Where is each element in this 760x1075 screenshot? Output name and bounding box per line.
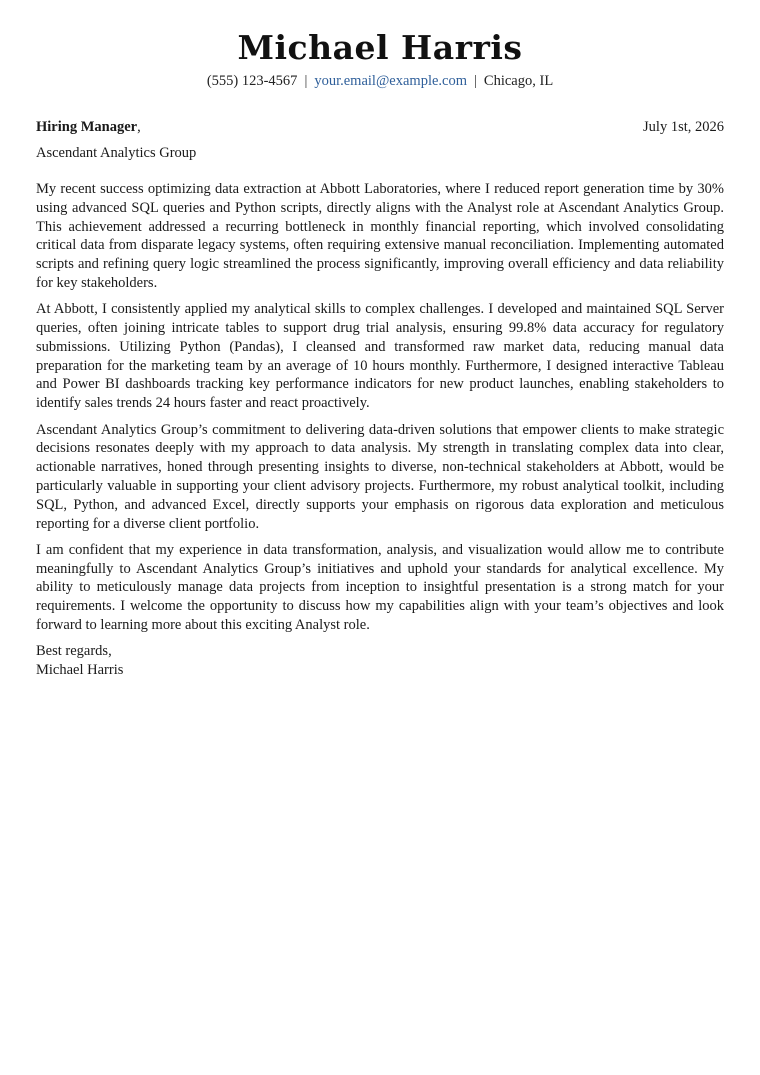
phone-number: (555) 123-4567 [206,73,298,89]
recipient-title-line [36,114,141,140]
contact-line [36,73,724,90]
signature-name: Michael Harris [36,662,124,679]
recipient-date-row [36,114,724,140]
closing-block [36,642,724,680]
applicant-name: Michael Harris [237,28,523,67]
letter-date: July 1st, 2026 [643,119,724,135]
contact-separator: | [474,73,477,89]
letter-body [36,180,724,680]
letter-meta [36,114,724,166]
recipient-title: Hiring Manager [36,119,138,135]
recipient-title-suffix: , [137,119,141,135]
body-paragraph: My recent success optimizing data extraction at Abbott Laboratories, where I reduced report generation time by 30% using advanced SQL queries and Python scripts, directly aligns with the Analyst role at Ascendant Analytics Group. This achievement addressed a recurring bottleneck in monthly financial reporting, which involved consolidating critical data from disparate legacy systems, often requiring extensive manual reconciliation. Implementing automated scripts and refining query logic streamlined the process significantly, improving overall efficiency and data reliability for key stakeholders. [36,181,724,291]
closing-salutation: Best regards, [36,643,112,660]
location: Chicago, IL [483,73,554,89]
email-link[interactable]: your.email@example.com [314,73,468,89]
body-paragraph: At Abbott, I consistently applied my analytical skills to complex challenges. I developed and maintained SQL Server queries, often joining intricate tables to support drug trial analysis, ensuring 99.8% data accuracy for regulatory submissions. Utilizing Python (Pandas), I cleansed and transformed raw market data, reducing manual data preparation for the marketing team by an average of 10 hours monthly. Furthermore, I designed interactive Tableau and Power BI dashboards tracking key performance indicators for new product launches, enabling stakeholders to identify sales trends 24 hours faster and react proactively. [36,301,724,412]
body-paragraph: I am confident that my experience in data transformation, analysis, and visualization would allow me to contribute meaningfully to Ascendant Analytics Group’s initiatives and uphold your standards for analytical excellence. My ability to meticulously manage data projects from inception to insightful presentation is a strong match for your requirements. I welcome the opportunity to discuss how my capabilities align with your team’s objectives and look forward to learning more about this exciting Analyst role. [36,541,724,634]
recipient-company-row [36,140,724,166]
recipient-company: Ascendant Analytics Group [36,145,197,161]
contact-separator: | [304,73,308,89]
body-paragraph: Ascendant Analytics Group’s commitment to delivering data-driven solutions that empower clients to make strategic decisions resonates deeply with my approach to data analysis. My strength in translating complex data into clear, actionable narratives, honed through presenting insights to diverse, non-technical stakeholders at Abbott, would be particularly valuable in supporting your client advisory projects. Furthermore, my robust analytical toolkit, including SQL, Python, and advanced Excel, directly supports your emphasis on rigorous data exploration and meticulous reporting for a diverse client portfolio. [36,421,724,532]
